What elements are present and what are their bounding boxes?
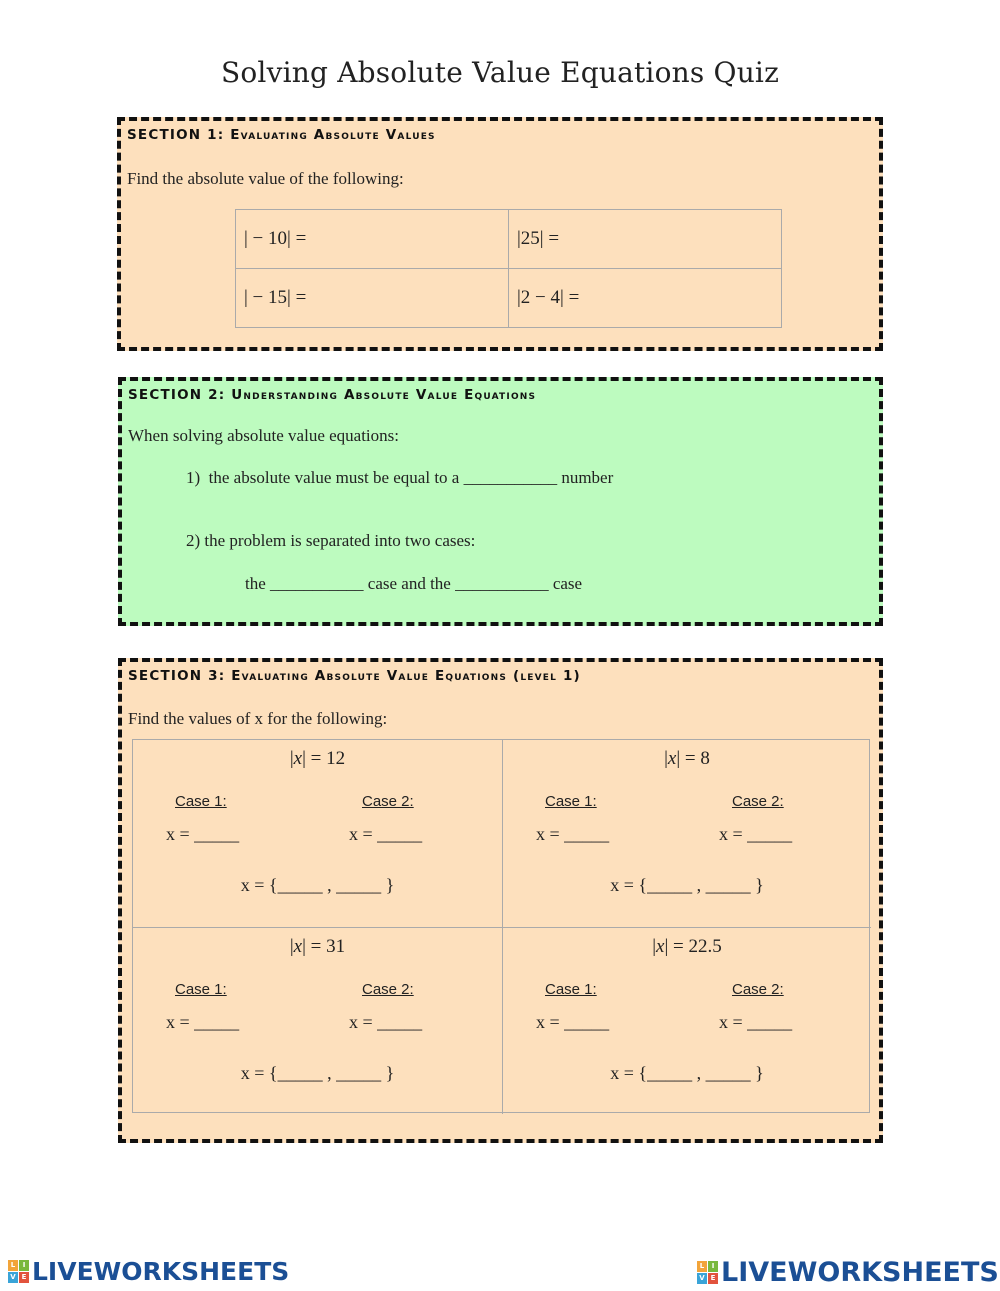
badge-letter: E [708,1273,718,1284]
section-1-instruction: Find the absolute value of the following: [127,169,404,188]
case-2-answer[interactable]: x = _____ [719,1012,793,1032]
case-1-answer[interactable]: x = _____ [536,824,610,844]
solution-set[interactable]: x = {_____ , _____ } [240,1063,395,1083]
case-2-label: Case 2: [362,793,414,810]
solution-set[interactable]: x = {_____ , _____ } [240,875,395,895]
case-2-label: Case 2: [362,981,414,998]
fill-in-cases[interactable]: the ___________ case and the ___________ case [245,574,583,593]
variable: x [293,748,303,769]
abs-cell[interactable]: | − 10| = [236,210,509,269]
section-2 [118,377,883,626]
table-row [236,269,782,328]
badge-letter: L [8,1260,18,1271]
section-1-heading: SECTION 1: Evaluating Absolute Values [127,127,436,143]
logo-badge-icon [8,1260,29,1283]
case-2-answer[interactable]: x = _____ [349,1012,423,1032]
case-1-answer[interactable]: x = _____ [166,1012,240,1032]
section-1 [117,117,883,351]
badge-letter: V [697,1273,707,1284]
equation: |x| = 8 [664,748,710,769]
equation-value: 8 [700,748,710,769]
badge-letter: I [708,1261,718,1272]
table-row [236,210,782,269]
page-title: Solving Absolute Value Equations Quiz [220,56,780,89]
equation-cell [133,927,502,1114]
logo-text: LIVEWORKSHEETS [32,1257,290,1286]
case-1-label: Case 1: [545,793,597,810]
equation-value: 22.5 [688,936,722,957]
equation-value: 12 [326,748,346,769]
solution-set[interactable]: x = {_____ , _____ } [610,875,764,895]
equation-value: 31 [326,936,346,957]
case-1-label: Case 1: [545,981,597,998]
section-2-intro: When solving absolute value equations: [128,426,399,445]
section-3-instruction: Find the values of x for the following: [128,709,388,728]
logo-text: LIVEWORKSHEETS [721,1257,999,1288]
case-1-answer[interactable]: x = _____ [166,824,240,844]
case-2-label: Case 2: [732,981,784,998]
abs-cell[interactable]: | − 15| = [236,269,509,328]
case-1-label: Case 1: [175,793,227,810]
variable: x [656,936,665,957]
section-3 [118,658,883,1143]
equation: |x| = 31 [289,936,346,957]
case-2-label: Case 2: [732,793,784,810]
equation: |x| = 12 [289,748,346,769]
badge-letter: V [8,1272,18,1283]
equations-grid [132,739,870,1113]
case-2-answer[interactable]: x = _____ [719,824,793,844]
section-2-heading: SECTION 2: Understanding Absolute Value Equations [128,387,537,403]
badge-letter: I [19,1260,29,1271]
variable: x [667,748,677,769]
logo-badge-icon [697,1261,718,1284]
section-3-heading: SECTION 3: Evaluating Absolute Value Equations (level 1) [128,668,581,684]
equation-cell [133,740,502,927]
case-1-answer[interactable]: x = _____ [536,1012,610,1032]
fill-in-item-1[interactable]: 1) the absolute value must be equal to a ___________ number [186,468,614,487]
liveworksheets-logo [697,1257,999,1288]
absolute-value-table [235,209,782,328]
badge-letter: E [19,1272,29,1283]
case-2-answer[interactable]: x = _____ [349,824,423,844]
equation-cell [502,927,871,1114]
solution-set[interactable]: x = {_____ , _____ } [610,1063,764,1083]
variable: x [293,936,303,957]
liveworksheets-logo [8,1257,289,1286]
equation-cell [502,740,871,927]
badge-letter: L [697,1261,707,1272]
case-1-label: Case 1: [175,981,227,998]
equation: |x| = 22.5 [652,936,722,957]
abs-cell[interactable]: |25| = [509,210,782,269]
fill-in-item-2: 2) the problem is separated into two cases: [186,531,476,550]
abs-cell[interactable]: |2 − 4| = [509,269,782,328]
